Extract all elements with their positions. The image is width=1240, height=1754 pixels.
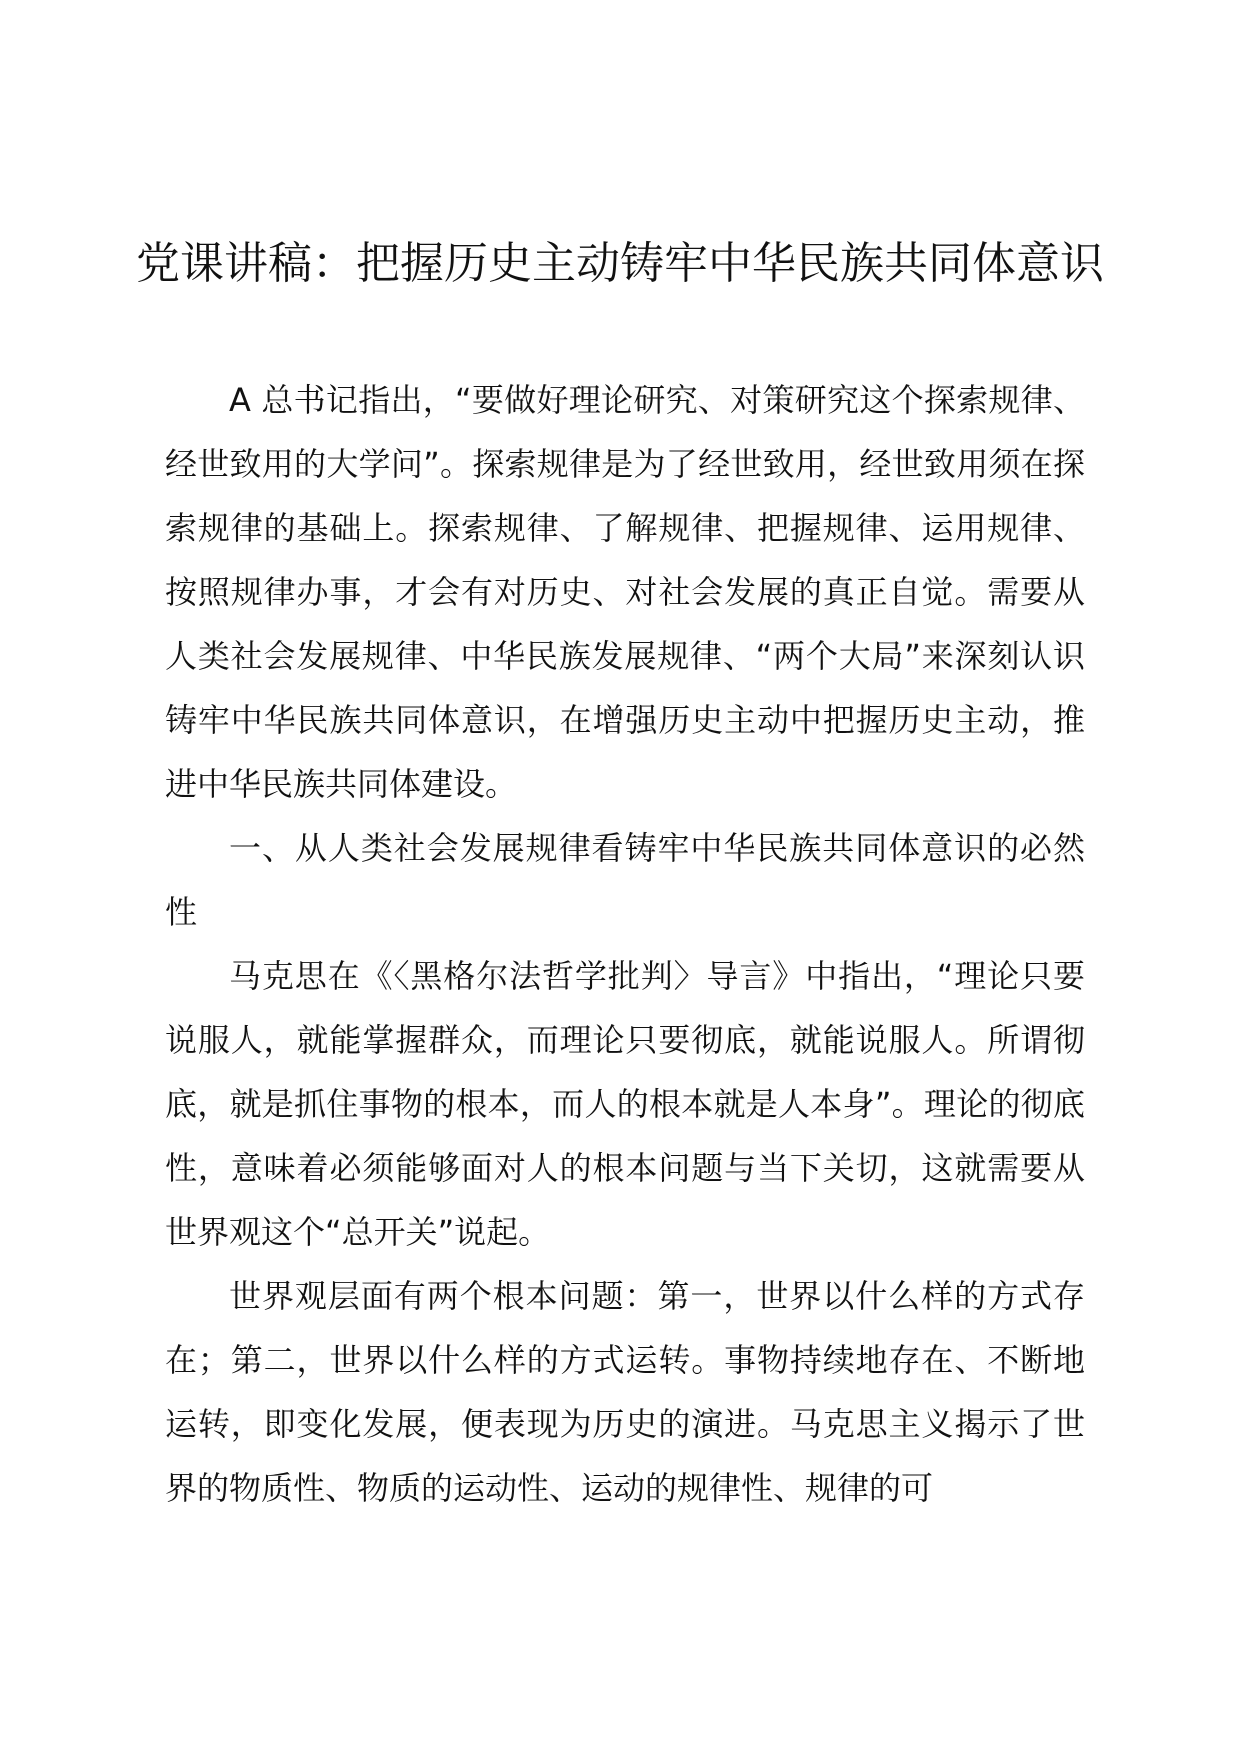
section-heading-1: 一、从人类社会发展规律看铸牢中华民族共同体意识的必然性	[165, 829, 1085, 931]
document-body	[165, 368, 1085, 1520]
paragraph-worldview: 世界观层面有两个根本问题：第一，世界以什么样的方式存在；第二，世界以什么样的方式运转。事物持续地存在、不断地运转，即变化发展，便表现为历史的演进。马克思主义揭示了世界的物质性、物质的运动性、运动的规律性、规律的可	[165, 1277, 1085, 1507]
document-title: 党课讲稿：把握历史主动铸牢中华民族共同体意识	[136, 238, 1104, 289]
paragraph-intro: A 总书记指出，“要做好理论研究、对策研究这个探索规律、经世致用的大学问”。探索规律是为了经世致用，经世致用须在探索规律的基础上。探索规律、了解规律、把握规律、运用规律、按照规律办事，才会有对历史、对社会发展的真正自觉。需要从人类社会发展规律、中华民族发展规律、“两个大局”来深刻认识铸牢中华民族共同体意识，在增强历史主动中把握历史主动，推进中华民族共同体建设。	[165, 381, 1085, 803]
paragraph-marx-quote: 马克思在《〈黑格尔法哲学批判〉导言》中指出，“理论只要说服人，就能掌握群众，而理论只要彻底，就能说服人。所谓彻底，就是抓住事物的根本，而人的根本就是人本身”。理论的彻底性，意味着必须能够面对人的根本问题与当下关切，这就需要从世界观这个“总开关”说起。	[165, 957, 1085, 1251]
